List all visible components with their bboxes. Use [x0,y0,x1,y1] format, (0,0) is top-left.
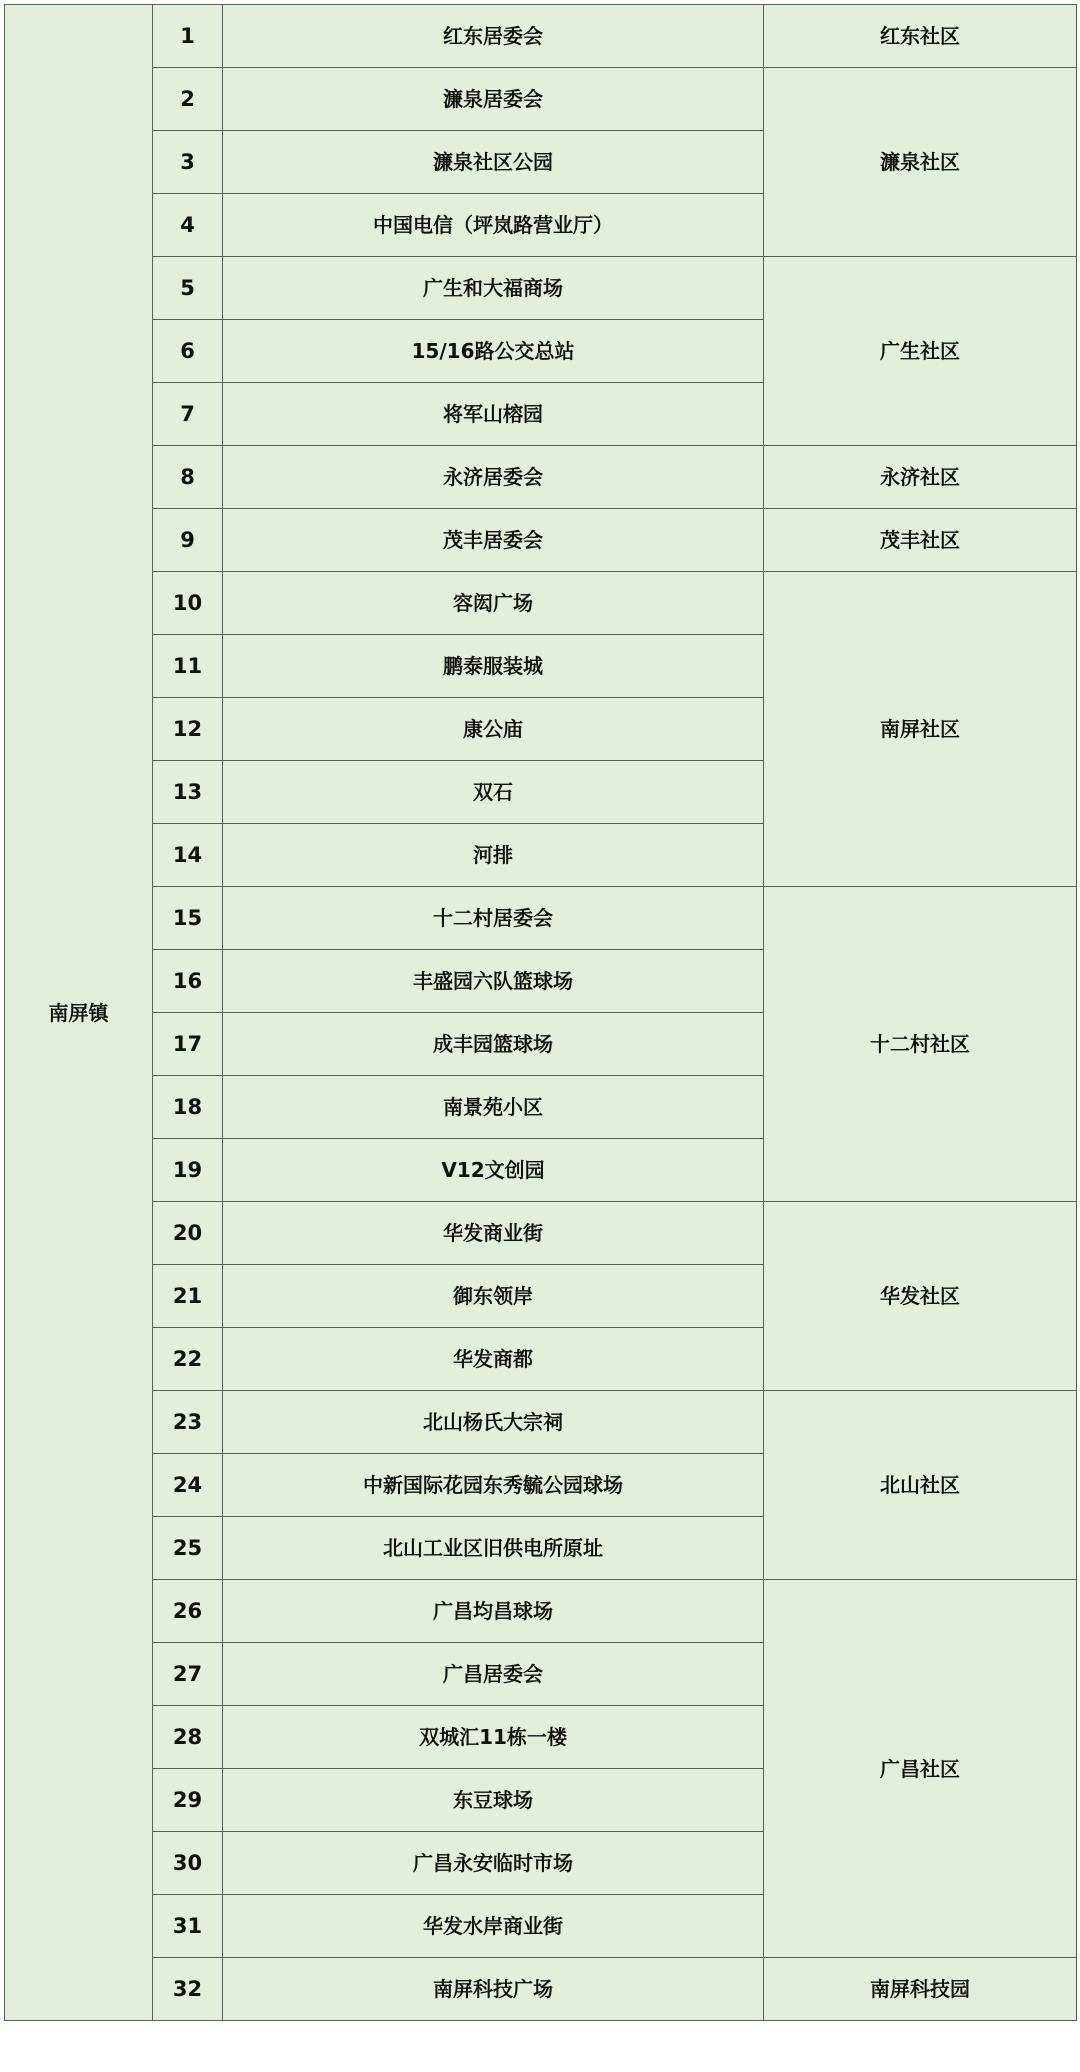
row-number-cell: 10 [153,572,223,635]
row-number-cell: 18 [153,1076,223,1139]
site-name-cell: 濂泉居委会 [223,68,764,131]
row-number-cell: 21 [153,1265,223,1328]
site-name-cell: 广昌永安临时市场 [223,1832,764,1895]
site-name-cell: 华发商都 [223,1328,764,1391]
community-cell: 茂丰社区 [764,509,1077,572]
row-number-cell: 15 [153,887,223,950]
row-number-cell: 3 [153,131,223,194]
site-name-cell: 东豆球场 [223,1769,764,1832]
site-name-cell: 北山杨氏大宗祠 [223,1391,764,1454]
site-name-cell: 广生和大福商场 [223,257,764,320]
row-number-cell: 5 [153,257,223,320]
row-number-cell: 7 [153,383,223,446]
site-name-cell: 鹏泰服装城 [223,635,764,698]
site-name-cell: 双石 [223,761,764,824]
community-cell: 十二村社区 [764,887,1077,1202]
site-name-cell: 成丰园篮球场 [223,1013,764,1076]
row-number-cell: 6 [153,320,223,383]
site-name-cell: 南景苑小区 [223,1076,764,1139]
row-number-cell: 12 [153,698,223,761]
site-name-cell: 永济居委会 [223,446,764,509]
site-table [4,4,1077,2021]
row-number-cell: 11 [153,635,223,698]
site-name-cell: 御东领岸 [223,1265,764,1328]
row-number-cell: 17 [153,1013,223,1076]
table-row [5,509,1077,572]
community-cell: 广生社区 [764,257,1077,446]
site-name-cell: 康公庙 [223,698,764,761]
row-number-cell: 19 [153,1139,223,1202]
table-row [5,1958,1077,2021]
site-name-cell: 15/16路公交总站 [223,320,764,383]
site-name-cell: 十二村居委会 [223,887,764,950]
row-number-cell: 20 [153,1202,223,1265]
site-name-cell: 容闳广场 [223,572,764,635]
site-name-cell: 广昌均昌球场 [223,1580,764,1643]
site-name-cell: 红东居委会 [223,5,764,68]
table-row [5,1391,1077,1454]
site-table-body [5,5,1077,2021]
row-number-cell: 16 [153,950,223,1013]
row-number-cell: 9 [153,509,223,572]
community-cell: 华发社区 [764,1202,1077,1391]
row-number-cell: 25 [153,1517,223,1580]
site-name-cell: 华发水岸商业街 [223,1895,764,1958]
community-cell: 南屏科技园 [764,1958,1077,2021]
row-number-cell: 27 [153,1643,223,1706]
row-number-cell: 26 [153,1580,223,1643]
row-number-cell: 1 [153,5,223,68]
row-number-cell: 22 [153,1328,223,1391]
row-number-cell: 4 [153,194,223,257]
row-number-cell: 13 [153,761,223,824]
row-number-cell: 2 [153,68,223,131]
table-row [5,5,1077,68]
row-number-cell: 29 [153,1769,223,1832]
table-row [5,1202,1077,1265]
table-row [5,68,1077,131]
site-name-cell: 中国电信（坪岚路营业厅） [223,194,764,257]
site-name-cell: 茂丰居委会 [223,509,764,572]
row-number-cell: 30 [153,1832,223,1895]
row-number-cell: 31 [153,1895,223,1958]
site-name-cell: 将军山榕园 [223,383,764,446]
community-cell: 南屏社区 [764,572,1077,887]
site-name-cell: 中新国际花园东秀毓公园球场 [223,1454,764,1517]
community-cell: 红东社区 [764,5,1077,68]
site-name-cell: 双城汇11栋一楼 [223,1706,764,1769]
row-number-cell: 28 [153,1706,223,1769]
row-number-cell: 14 [153,824,223,887]
table-row [5,1580,1077,1643]
site-name-cell: 广昌居委会 [223,1643,764,1706]
table-row [5,887,1077,950]
community-cell: 广昌社区 [764,1580,1077,1958]
site-name-cell: 丰盛园六队篮球场 [223,950,764,1013]
row-number-cell: 24 [153,1454,223,1517]
site-name-cell: 华发商业街 [223,1202,764,1265]
site-name-cell: 濂泉社区公园 [223,131,764,194]
site-name-cell: 北山工业区旧供电所原址 [223,1517,764,1580]
town-cell: 南屏镇 [5,5,153,2021]
row-number-cell: 23 [153,1391,223,1454]
row-number-cell: 8 [153,446,223,509]
community-cell: 濂泉社区 [764,68,1077,257]
site-name-cell: 河排 [223,824,764,887]
community-cell: 北山社区 [764,1391,1077,1580]
row-number-cell: 32 [153,1958,223,2021]
site-name-cell: V12文创园 [223,1139,764,1202]
table-row [5,257,1077,320]
table-row [5,572,1077,635]
table-row [5,446,1077,509]
community-cell: 永济社区 [764,446,1077,509]
site-name-cell: 南屏科技广场 [223,1958,764,2021]
